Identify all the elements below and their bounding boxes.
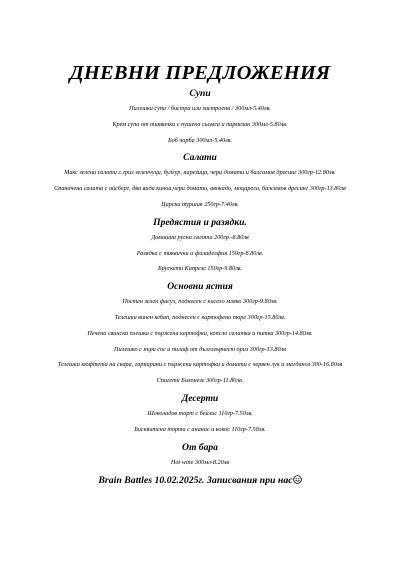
menu-section: [40, 281, 360, 385]
menu-item: Пилешка супа / бистра или застроена / 300мл-5.40лв.: [129, 105, 271, 112]
footer-note: [40, 475, 360, 487]
menu-section: [40, 152, 360, 209]
menu-item: Крем супа от тиквички с пушена сьомга и пармезан 300мл-5.80лв.: [112, 120, 288, 128]
menu-item: Пилешко с къри сос и пилаф от дългозърнест ориз 300гр-13.80лв: [114, 345, 286, 353]
footer-text: Brain Battles 10.02.2025г. Записвания при нас: [98, 474, 293, 486]
menu-item: Разядка с тиквички и филаделфия 150гр-8.80лв.: [136, 249, 264, 257]
menu-item: Печена свинска плешка с пържени картофки, копсло салатка и питка 300гр-14.80лв.: [87, 329, 313, 337]
section-heading: Салати: [183, 152, 217, 164]
menu-section: [40, 217, 360, 274]
section-heading: От бара: [182, 441, 218, 453]
menu-item: Шоколадов тарт с бейлис 110гр-7.50лв.: [147, 409, 253, 417]
section-heading: Супи: [189, 88, 211, 99]
section-heading: Десерти: [181, 392, 219, 404]
menu-item: Телешки кюфтета на скара, гарнирани с пържени картофки и домати с червен лук и магданоз 300-16.80лв: [57, 361, 343, 369]
menu-section: [40, 88, 360, 145]
menu-item: Спаначена салата с айсберг, два вида киноа,чери домати, авокадо, моцарела, балсамов дресинг 300гр-13.80лв: [54, 185, 346, 193]
menu-sections: [40, 88, 360, 467]
menu-item: Телешки винен кебап, поднесен с картофено пюре 300гр-15.80лв.: [114, 313, 286, 321]
menu-item: Брускети Капрезе 150гр-9.80лв.: [157, 265, 243, 273]
menu-section: [40, 393, 360, 434]
section-heading: Предястия и разядки.: [153, 216, 247, 228]
page-title: ДНЕВНИ ПРЕДЛОЖЕНИЯ: [69, 62, 331, 84]
menu-item: Микс зелени салати с гриз зеленчуци, булгур, нарезица, чери домати и балсамов дресинг 300гр-12.80лв.: [64, 169, 336, 177]
menu-item: Царска туршия 250гр-7.40лв.: [161, 200, 239, 208]
menu-item: Hot wine 300мл-8.20лв: [170, 458, 230, 466]
menu-item: Бисквитена торта с ананас и кокос 110гр-7.50лв.: [134, 425, 266, 433]
menu-item: Постен зелен фасул, поднесен с кисело мляко 300гр-9.80лв.: [122, 298, 278, 306]
menu-item: Боб чорба 300мл-5.40лв.: [168, 136, 232, 144]
section-heading: Основни ястия: [167, 281, 233, 293]
menu-item: Домашна руска салата 200гр.-8.80лв: [151, 233, 249, 241]
menu-item: Спагети Болонезе 300гр-11.80лв.: [156, 377, 244, 385]
menu-section: [40, 442, 360, 467]
smile-icon: [293, 475, 302, 484]
